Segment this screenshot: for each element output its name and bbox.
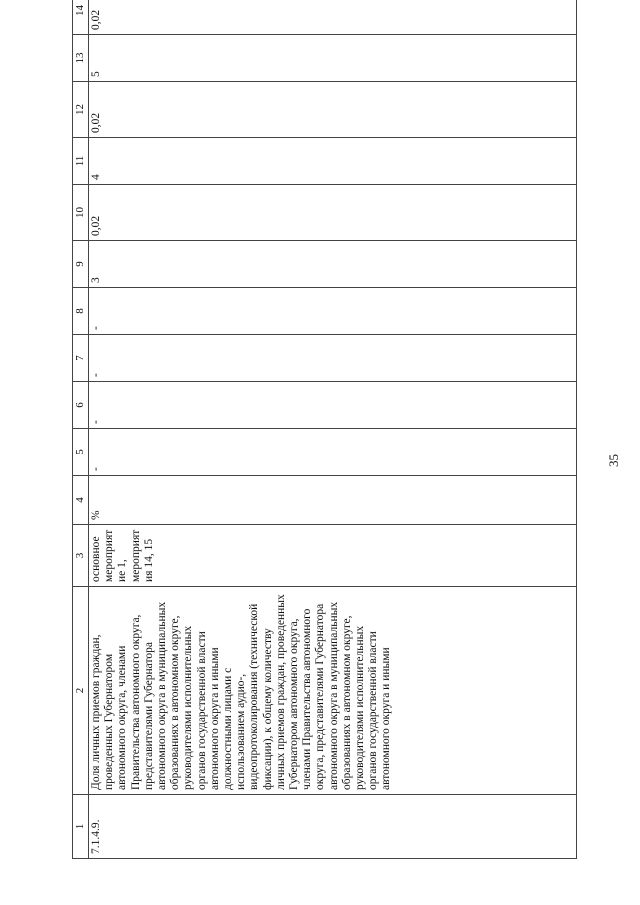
header-row (73, 0, 89, 859)
header-cell-14: 14 (73, 0, 89, 35)
cell-col-5: - (89, 429, 577, 476)
indicator-unit: % (89, 476, 577, 525)
cell-col-8: - (89, 288, 577, 335)
header-cell-1: 1 (73, 795, 89, 859)
cell-col-13: 5 (89, 35, 577, 82)
header-cell-8: 8 (73, 288, 89, 335)
cell-col-10: 0,02 (89, 185, 577, 241)
header-cell-7: 7 (73, 335, 89, 382)
header-cell-9: 9 (73, 241, 89, 288)
header-cell-3: 3 (73, 525, 89, 587)
indicator-number: 7.1.4.9. (89, 795, 577, 859)
header-cell-13: 13 (73, 35, 89, 82)
cell-col-9: 3 (89, 241, 577, 288)
header-cell-11: 11 (73, 138, 89, 185)
page-number: 35 (606, 454, 621, 467)
cell-col-12: 0,02 (89, 82, 577, 138)
cell-col-6: - (89, 382, 577, 429)
cell-col-14: 0,02 (89, 0, 577, 35)
indicator-name: Доля личных приемов граждан, проведенных Губернатором автономного округа, членами Правительства автономного округа, представителями Губернатора автономного округа в муниципальных образованиях в автономном округе, руководителями исполнительных органов государственной власти автономного округа и иными должностными лицами с использованием аудио-, видеопротоколирования (технической фиксации), к общему количеству личных приемов граждан, проведенных Губернатором автономного округа, членами Правительства автономного округа, представителями Губернатора автономного округа в муниципальных образованиях в автономном округе, руководителями исполнительных органов государственной власти автономного округа и иными (89, 587, 577, 795)
header-cell-6: 6 (73, 382, 89, 429)
table-row (89, 0, 577, 859)
header-cell-12: 12 (73, 82, 89, 138)
indicator-basis: основное мероприятие 1, мероприятия 14, 15 (89, 525, 577, 587)
cell-col-11: 4 (89, 138, 577, 185)
header-cell-5: 5 (73, 429, 89, 476)
header-cell-4: 4 (73, 476, 89, 525)
cell-col-7: - (89, 335, 577, 382)
header-cell-2: 2 (73, 587, 89, 795)
header-cell-10: 10 (73, 185, 89, 241)
indicator-table (72, 0, 577, 859)
